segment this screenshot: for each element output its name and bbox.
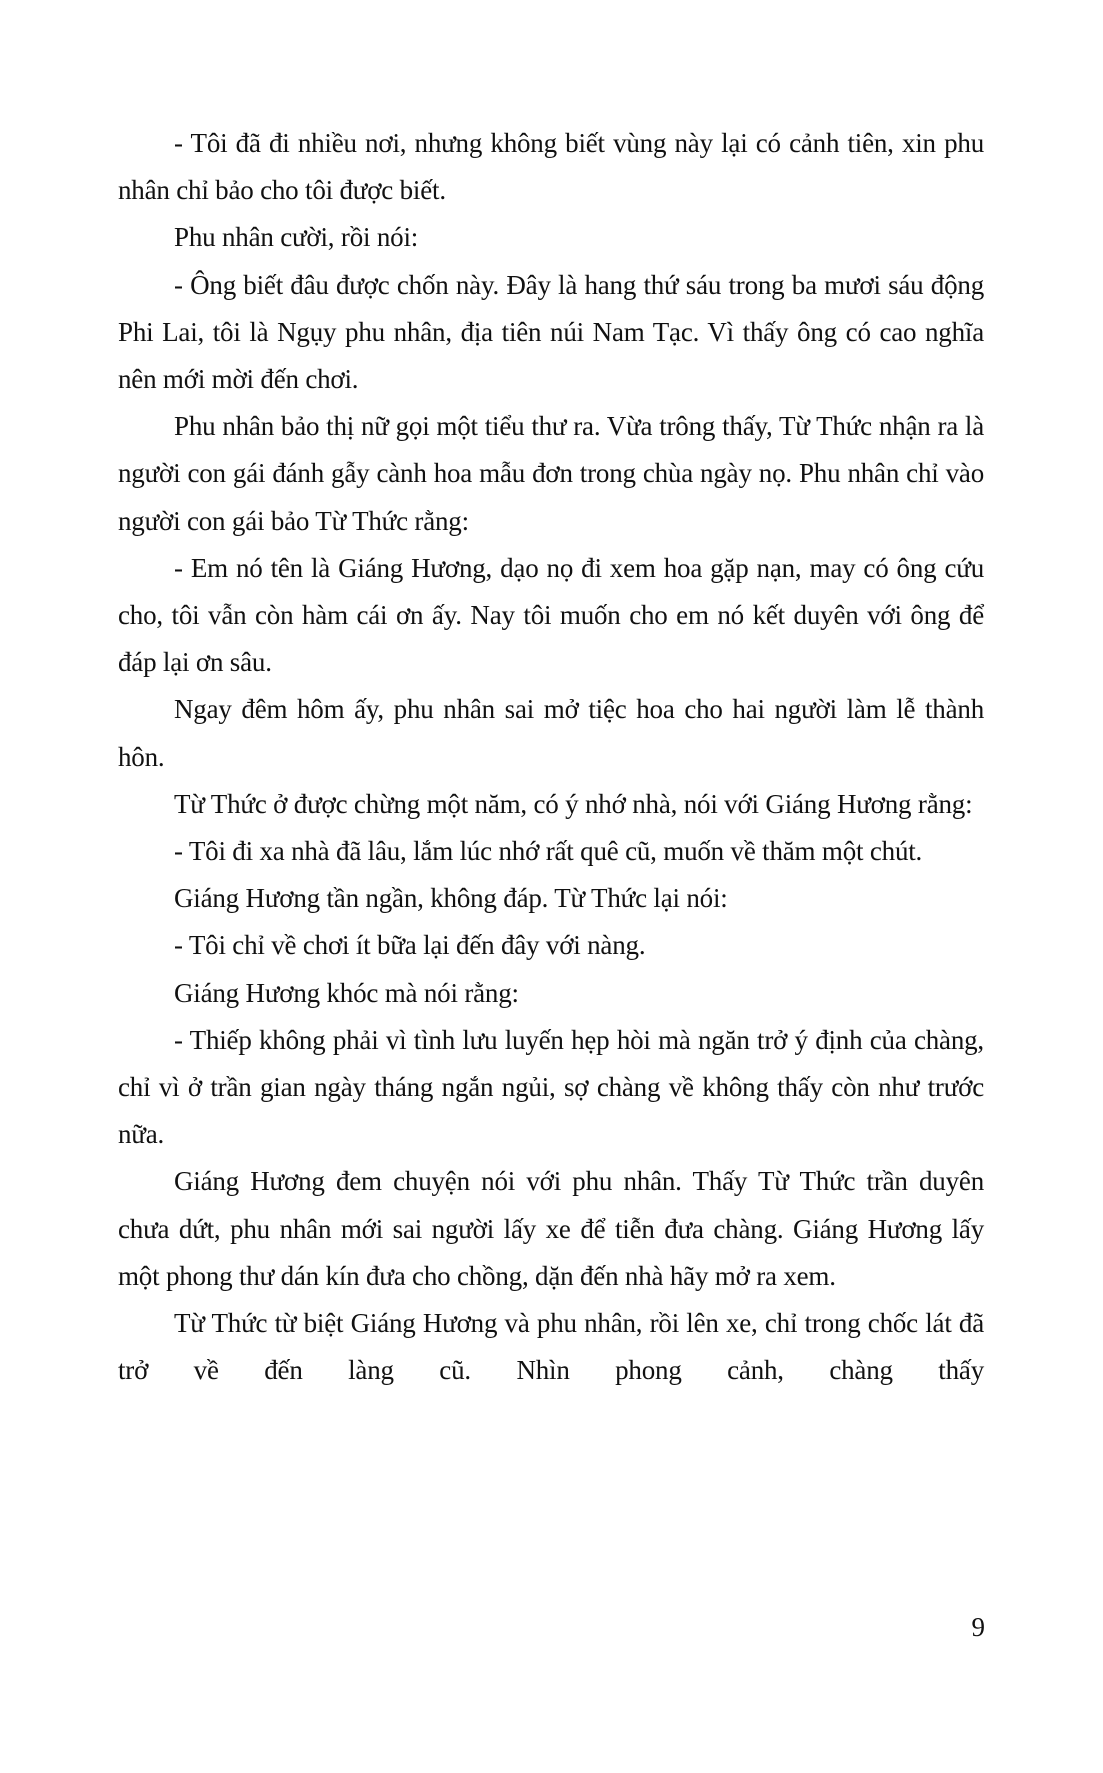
paragraph-dialogue-giang-huong-intro: - Em nó tên là Giáng Hương, dạo nọ đi xem hoa gặp nạn, may có ông cứu cho, tôi vẫn còn hàm cái ơn ấy. Nay tôi muốn cho em nó kết duyên với ông để đáp lại ơn sâu. — [118, 552, 984, 678]
paragraph-dialogue-thiep-worries: - Thiếp không phải vì tình lưu luyến hẹp hòi mà ngăn trở ý định của chàng, chỉ vì ở trần gian ngày tháng ngắn ngủi, sợ chàng về không thấy còn như trước nữa. — [118, 1024, 984, 1150]
page-number: 9 — [971, 1612, 985, 1642]
paragraph-thi-nu-calls-tieu-thu: Phu nhân bảo thị nữ gọi một tiểu thư ra. Vừa trông thấy, Từ Thức nhận ra là người con gái đánh gẫy cành hoa mẫu đơn trong chùa ngày nọ. Phu nhân chỉ vào người con gái bảo Từ Thức rằng: — [118, 411, 984, 536]
paragraph-return-to-village: Từ Thức từ biệt Giáng Hương và phu nhân, rồi lên xe, chỉ trong chốc lát đã trở về đến làng cũ. Nhìn phong cảnh, chàng thấy — [118, 1308, 984, 1386]
paragraph-phu-nhan-laughs: Phu nhân cười, rồi nói: — [174, 222, 419, 253]
paragraph-giang-huong-cries: Giáng Hương khóc mà nói rằng: — [174, 977, 519, 1008]
body-text — [118, 120, 984, 1394]
paragraph-sealed-letter: Giáng Hương đem chuyện nói với phu nhân. Thấy Từ Thức trần duyên chưa dứt, phu nhân mới sai người lấy xe để tiễn đưa chàng. Giáng Hương lấy một phong thư dán kín đưa cho chồng, dặn đến nhà hãy mở ra xem. — [118, 1166, 984, 1291]
paragraph-dialogue-want-to-visit: - Tôi đi xa nhà đã lâu, lắm lúc nhớ rất quê cũ, muốn về thăm một chút. — [174, 836, 923, 867]
paragraph-dialogue-few-days: - Tôi chỉ về chơi ít bữa lại đến đây với nàng. — [174, 930, 646, 961]
paragraph-wedding-night: Ngay đêm hôm ấy, phu nhân sai mở tiệc hoa cho hai người làm lễ thành hôn. — [118, 694, 984, 772]
paragraph-dialogue-tu-thuc-asks: - Tôi đã đi nhiều nơi, nhưng không biết vùng này lại có cảnh tiên, xin phu nhân chỉ bảo cho tôi được biết. — [118, 128, 984, 206]
paragraph-tu-thuc-homesick: Từ Thức ở được chừng một năm, có ý nhớ nhà, nói với Giáng Hương rằng: — [174, 788, 973, 819]
paragraph-giang-huong-hesitates: Giáng Hương tần ngần, không đáp. Từ Thức lại nói: — [174, 883, 728, 914]
paragraph-dialogue-phu-nhan-explains: - Ông biết đâu được chốn này. Đây là hang thứ sáu trong ba mươi sáu động Phi Lai, tôi là Ngụy phu nhân, địa tiên núi Nam Tạc. Vì thấy ông có cao nghĩa nên mới mời đến chơi. — [118, 269, 984, 395]
